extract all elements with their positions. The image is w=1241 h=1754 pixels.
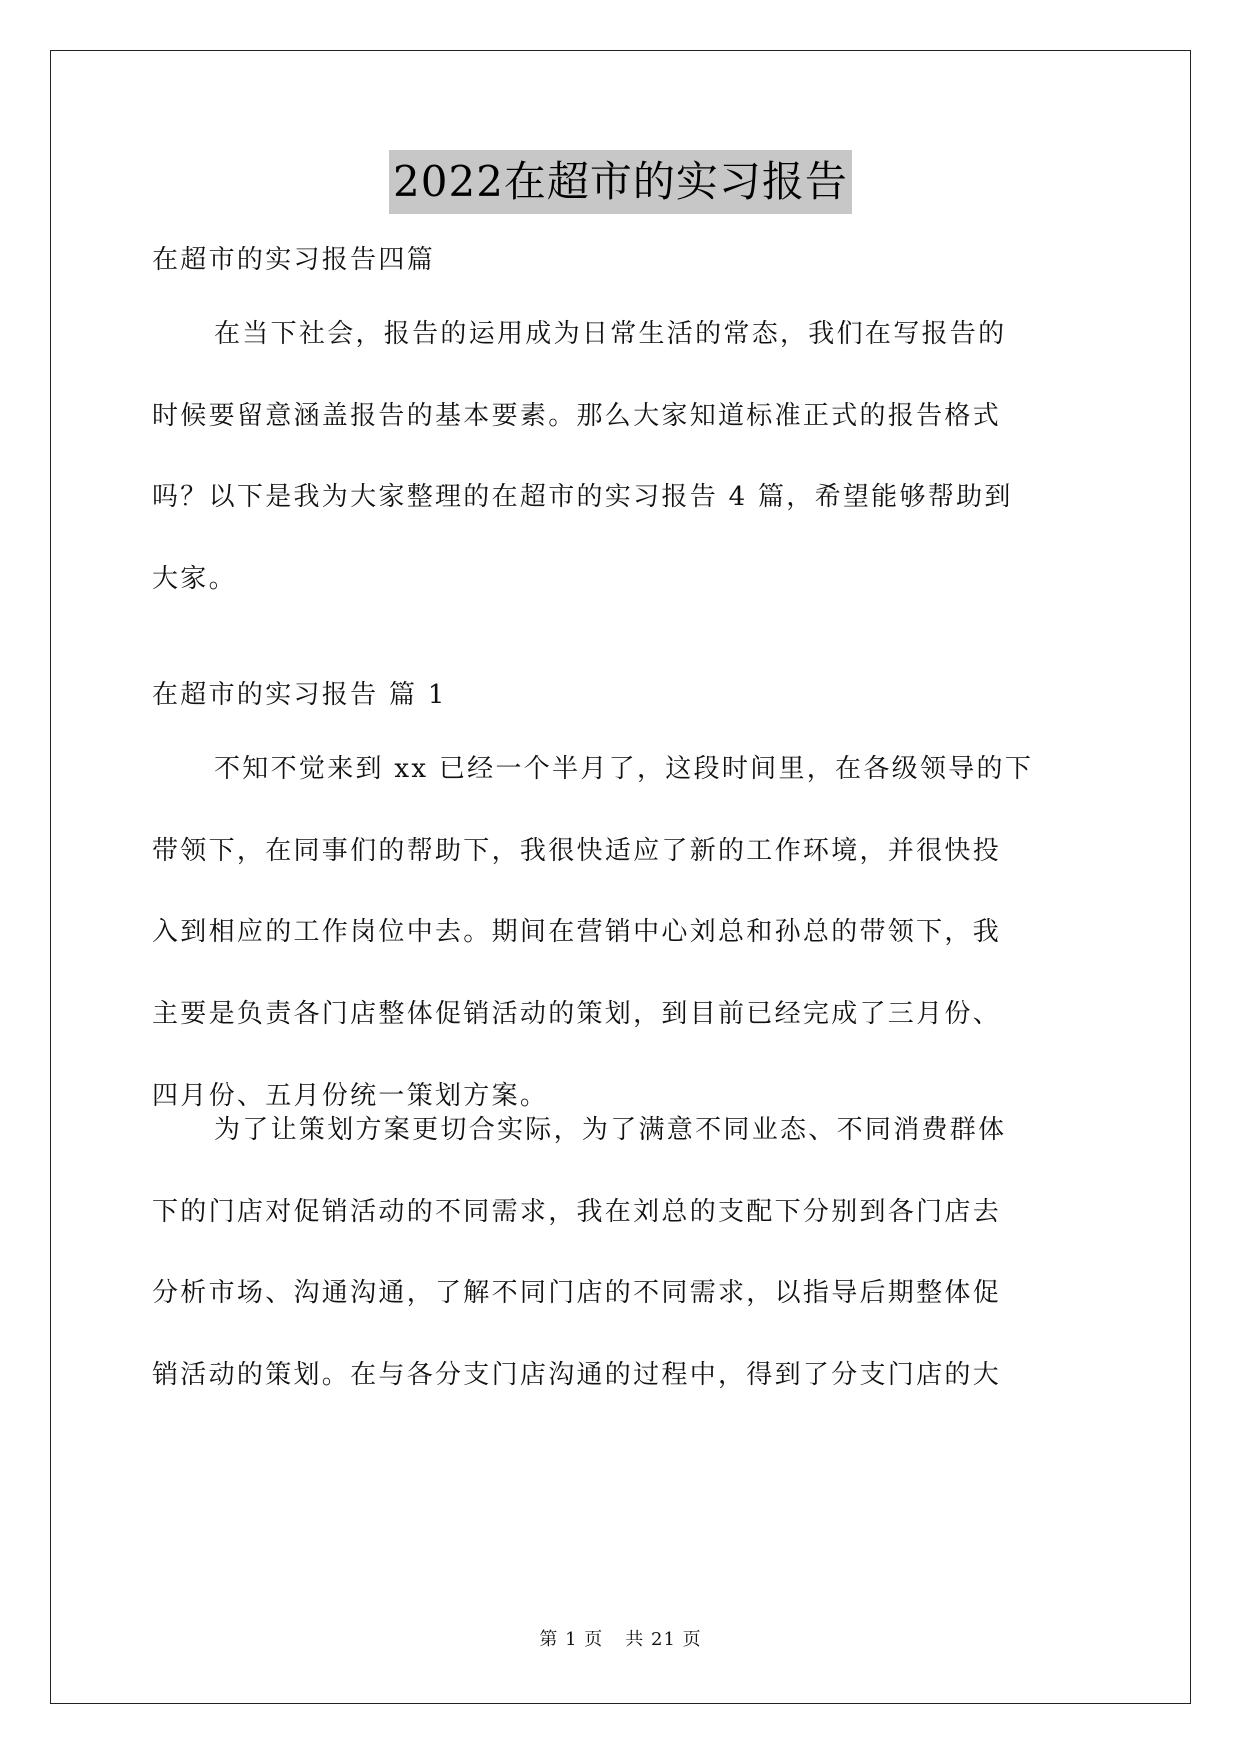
intro-paragraph <box>152 314 1092 599</box>
document-subtitle: 在超市的实习报告四篇 <box>152 245 436 275</box>
intro-line: 大家。 <box>152 564 237 595</box>
page-number: 第 1 页 <box>539 1629 604 1650</box>
paragraph-line: 带领下，在同事们的帮助下，我很快适应了新的工作环境，并很快投 <box>152 835 1002 866</box>
paragraph-line: 四月份、五月份统一策划方案。 <box>152 1080 549 1111</box>
intro-line: 时候要留意涵盖报告的基本要素。那么大家知道标准正式的报告格式 <box>152 400 1002 431</box>
paragraph-line: 为了让策划方案更切合实际，为了满意不同业态、不同消费群体 <box>214 1115 1007 1145</box>
intro-line: 吗？以下是我为大家整理的在超市的实习报告 4 篇，希望能够帮助到 <box>152 482 1013 513</box>
document-title: 2022在超市的实习报告 <box>389 150 852 214</box>
section-heading-block <box>152 675 1092 715</box>
paragraph-line: 分析市场、沟通沟通，了解不同门店的不同需求，以指导后期整体促 <box>152 1278 1002 1309</box>
paragraph-1 <box>152 749 1092 1116</box>
paragraph-line: 不知不觉来到 xx 已经一个半月了，这段时间里，在各级领导的下 <box>214 754 1034 784</box>
subtitle-block <box>152 240 1092 280</box>
paragraph-line: 下的门店对促销活动的不同需求，我在刘总的支配下分别到各门店去 <box>152 1196 1002 1227</box>
paragraph-2 <box>152 1110 1092 1395</box>
title-block <box>0 150 1241 214</box>
paragraph-line: 销活动的策划。在与各分支门店沟通的过程中，得到了分支门店的大 <box>152 1360 1002 1391</box>
page-footer <box>0 1628 1241 1652</box>
paragraph-line: 入到相应的工作岗位中去。期间在营销中心刘总和孙总的带领下，我 <box>152 917 1002 948</box>
section-heading: 在超市的实习报告 篇 1 <box>152 680 447 710</box>
paragraph-line: 主要是负责各门店整体促销活动的策划，到目前已经完成了三月份、 <box>152 999 1002 1030</box>
page-total: 共 21 页 <box>625 1629 702 1650</box>
intro-line: 在当下社会，报告的运用成为日常生活的常态，我们在写报告的 <box>214 319 1007 349</box>
